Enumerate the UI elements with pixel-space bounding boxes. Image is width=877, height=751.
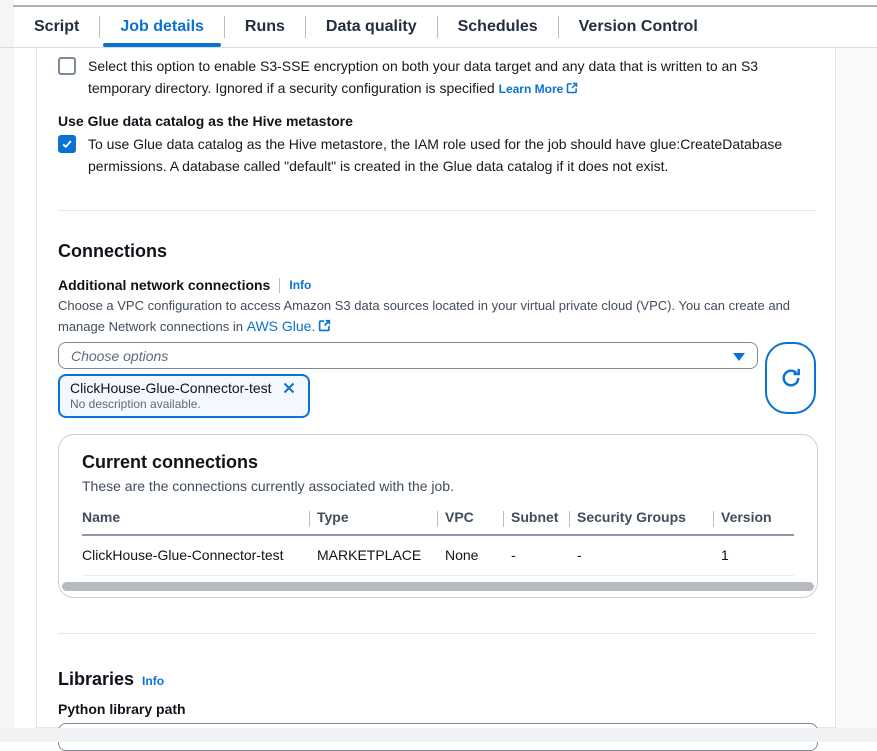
- tab-label: Schedules: [457, 18, 538, 35]
- cell-version: 1: [721, 547, 729, 563]
- column-header-name: Name: [82, 509, 121, 525]
- page-left-gutter: [0, 0, 14, 742]
- libraries-info-link[interactable]: Info: [142, 674, 165, 688]
- python-library-path-label: Python library path: [58, 701, 186, 717]
- token-label: ClickHouse-Glue-Connector-test: [70, 380, 272, 396]
- learn-more-label: Learn More: [498, 82, 564, 96]
- additional-connections-label: Additional network connections: [58, 277, 271, 293]
- connections-select-column: [58, 342, 758, 418]
- section-divider: [58, 210, 816, 211]
- section-divider: [58, 633, 816, 634]
- connections-heading: Connections: [58, 241, 168, 261]
- column-header-type: Type: [317, 503, 445, 535]
- hive-metastore-label: To use Glue data catalog as the Hive metastore, the IAM role used for the job should have glue:CreateDatabase permissions. A database called "default" is created in the Glue data catalog if it does not exist.: [88, 136, 783, 174]
- sse-encryption-text: Select this option to enable S3-SSE encryption on both your data target and any data that is written to an S3 temporary directory. Ignored if a security configuration is specified: [88, 58, 759, 96]
- libraries-heading-row: [58, 669, 816, 690]
- tab-label: Job details: [120, 18, 204, 35]
- current-connections-content: [59, 452, 817, 576]
- cell-name: ClickHouse-Glue-Connector-test: [82, 547, 284, 563]
- tab-version-control[interactable]: [559, 7, 718, 47]
- tab-script[interactable]: [14, 7, 99, 47]
- tab-label: Runs: [244, 18, 285, 35]
- libraries-heading: Libraries: [58, 669, 135, 689]
- selected-connection-token: [58, 374, 310, 418]
- tab-data-quality[interactable]: [306, 7, 437, 47]
- aws-glue-link-label: AWS Glue.: [246, 318, 316, 334]
- refresh-button[interactable]: [765, 342, 816, 414]
- connections-description: [58, 296, 808, 337]
- close-icon[interactable]: [282, 381, 296, 395]
- token-description: No description available.: [70, 397, 201, 411]
- tab-label: Version Control: [578, 18, 698, 35]
- tab-job-details[interactable]: [100, 7, 224, 47]
- external-link-icon: [566, 82, 578, 94]
- page-bottom-band: [0, 728, 877, 742]
- tab-bar: [14, 7, 718, 47]
- cell-vpc: None: [445, 547, 479, 563]
- learn-more-link[interactable]: [499, 82, 579, 96]
- caret-down-icon: [733, 353, 745, 361]
- column-header-vpc: VPC: [445, 503, 511, 535]
- connections-info-link[interactable]: Info: [289, 278, 312, 292]
- additional-connections-row: [58, 277, 816, 293]
- connections-table: [82, 503, 794, 576]
- table-header-row: [82, 503, 794, 535]
- sse-encryption-label: [88, 55, 816, 100]
- check-icon: [61, 138, 73, 150]
- connections-select-row: [58, 342, 816, 418]
- tab-schedules[interactable]: [438, 7, 558, 47]
- refresh-icon: [780, 367, 802, 389]
- connections-select[interactable]: [58, 342, 758, 369]
- tab-runs[interactable]: [225, 7, 305, 47]
- sse-encryption-checkbox[interactable]: [58, 57, 76, 75]
- page-right-gutter: [837, 48, 877, 728]
- column-header-security-groups: Security Groups: [577, 503, 721, 535]
- current-connections-heading: Current connections: [82, 452, 259, 472]
- select-placeholder: Choose options: [71, 347, 169, 364]
- current-connections-card: [58, 434, 818, 598]
- cell-subnet: -: [511, 547, 516, 563]
- external-link-icon: [318, 319, 331, 332]
- connections-description-text: Choose a VPC configuration to access Amazon S3 data sources located in your virtual private cloud (VPC). You can create and manage Network connections in: [58, 298, 791, 334]
- cell-security-groups: -: [577, 547, 582, 563]
- hive-metastore-option: [58, 133, 816, 177]
- hive-metastore-checkbox[interactable]: [58, 135, 76, 153]
- table-row: [82, 535, 794, 576]
- hive-metastore-heading: Use Glue data catalog as the Hive metastore: [58, 113, 353, 129]
- label-info-divider: [279, 278, 280, 293]
- job-details-panel: [36, 48, 836, 728]
- aws-glue-link[interactable]: [247, 318, 332, 334]
- token-header: [70, 380, 298, 396]
- sse-encryption-option: [58, 55, 816, 100]
- tab-label: Data quality: [325, 18, 417, 35]
- current-connections-description: These are the connections currently associated with the job.: [82, 478, 454, 494]
- horizontal-scrollbar[interactable]: [62, 582, 814, 591]
- column-header-version: Version: [721, 503, 794, 535]
- cell-type: MARKETPLACE: [317, 547, 422, 563]
- column-header-subnet: Subnet: [511, 503, 577, 535]
- tab-label: Script: [34, 18, 80, 35]
